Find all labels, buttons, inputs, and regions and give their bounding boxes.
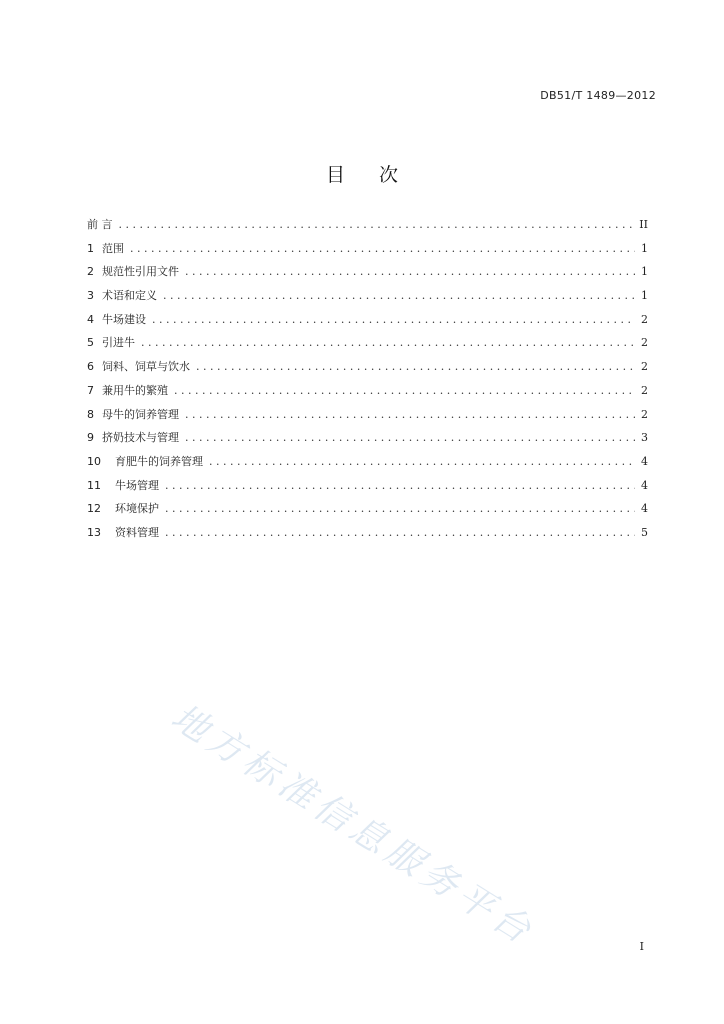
toc-item-3[interactable] — [87, 287, 648, 311]
toc-item-10[interactable] — [87, 453, 648, 477]
toc-item-title: 牛场建设 — [102, 312, 146, 326]
toc-leader-dots — [165, 502, 635, 515]
toc-item-page: 2 — [641, 360, 648, 374]
toc-item-title: 规范性引用文件 — [102, 265, 179, 279]
toc-item-title: 母牛的饲养管理 — [102, 407, 179, 421]
page-title: 目次 — [325, 164, 432, 186]
watermark: 地方标准信息服务平台 — [164, 696, 542, 955]
toc-item-8[interactable] — [87, 406, 648, 430]
toc-item-title: 饲料、饲草与饮水 — [102, 360, 190, 374]
toc-item-title: 术语和定义 — [102, 289, 157, 303]
toc-item-4[interactable] — [87, 311, 648, 335]
toc-item-number: 9 — [87, 431, 94, 445]
toc-leader-dots — [165, 479, 635, 492]
toc-item-11[interactable] — [87, 477, 648, 501]
toc-leader-dots — [185, 431, 635, 444]
toc-leader-dots — [152, 313, 635, 326]
toc-item-1[interactable] — [87, 240, 648, 264]
toc-item-9[interactable] — [87, 429, 648, 453]
toc-leader-dots — [141, 336, 635, 349]
toc-item-page: 3 — [641, 431, 648, 445]
toc-item-number: 12 — [87, 502, 101, 516]
toc-item-13[interactable] — [87, 524, 648, 548]
toc-item-title: 兼用牛的繁殖 — [102, 383, 168, 397]
toc-leader-dots — [185, 265, 635, 278]
toc-item-page: 2 — [641, 383, 648, 397]
toc-leader-dots — [174, 384, 635, 397]
toc-item-number: 4 — [87, 312, 94, 326]
toc-item-title: 挤奶技术与管理 — [102, 431, 179, 445]
toc-item-number: 7 — [87, 383, 94, 397]
toc-item-number: 1 — [87, 241, 94, 255]
toc-item-number: 2 — [87, 265, 94, 279]
page-number: I — [639, 940, 644, 953]
toc-item-6[interactable] — [87, 358, 648, 382]
toc-leader-dots — [119, 218, 634, 231]
toc-item-2[interactable] — [87, 263, 648, 287]
toc-item-title: 牛场管理 — [115, 478, 159, 492]
toc-item-foreword[interactable] — [87, 216, 648, 240]
toc-item-page: 2 — [641, 336, 648, 350]
toc-item-number: 5 — [87, 336, 94, 350]
toc-leader-dots — [185, 408, 635, 421]
toc-item-number: 13 — [87, 525, 101, 539]
toc-item-number: 11 — [87, 478, 101, 492]
toc-item-page: 1 — [641, 241, 648, 255]
toc-item-number: 10 — [87, 454, 101, 468]
table-of-contents — [87, 216, 648, 548]
toc-item-title: 资料管理 — [115, 525, 159, 539]
toc-leader-dots — [130, 242, 635, 255]
toc-item-number: 3 — [87, 289, 94, 303]
toc-item-page: 4 — [641, 502, 648, 516]
toc-item-title: 范围 — [102, 241, 124, 255]
toc-item-number: 8 — [87, 407, 94, 421]
toc-item-page: II — [639, 218, 648, 231]
toc-item-page: 4 — [641, 478, 648, 492]
toc-item-12[interactable] — [87, 500, 648, 524]
toc-item-7[interactable] — [87, 382, 648, 406]
toc-leader-dots — [196, 360, 635, 373]
toc-item-page: 5 — [641, 525, 648, 539]
toc-item-page: 2 — [641, 312, 648, 326]
toc-item-page: 1 — [641, 289, 648, 303]
toc-leader-dots — [165, 526, 635, 539]
toc-item-title: 引进牛 — [102, 336, 135, 350]
standard-code: DB51/T 1489—2012 — [540, 89, 656, 102]
toc-item-page: 2 — [641, 407, 648, 421]
toc-item-page: 4 — [641, 454, 648, 468]
toc-item-title: 育肥牛的饲养管理 — [115, 454, 203, 468]
toc-item-5[interactable] — [87, 334, 648, 358]
toc-item-title: 环境保护 — [115, 502, 159, 516]
toc-leader-dots — [163, 289, 635, 302]
toc-item-title: 前 言 — [87, 218, 113, 231]
toc-leader-dots — [209, 455, 635, 468]
toc-item-number: 6 — [87, 360, 94, 374]
toc-item-page: 1 — [641, 265, 648, 279]
